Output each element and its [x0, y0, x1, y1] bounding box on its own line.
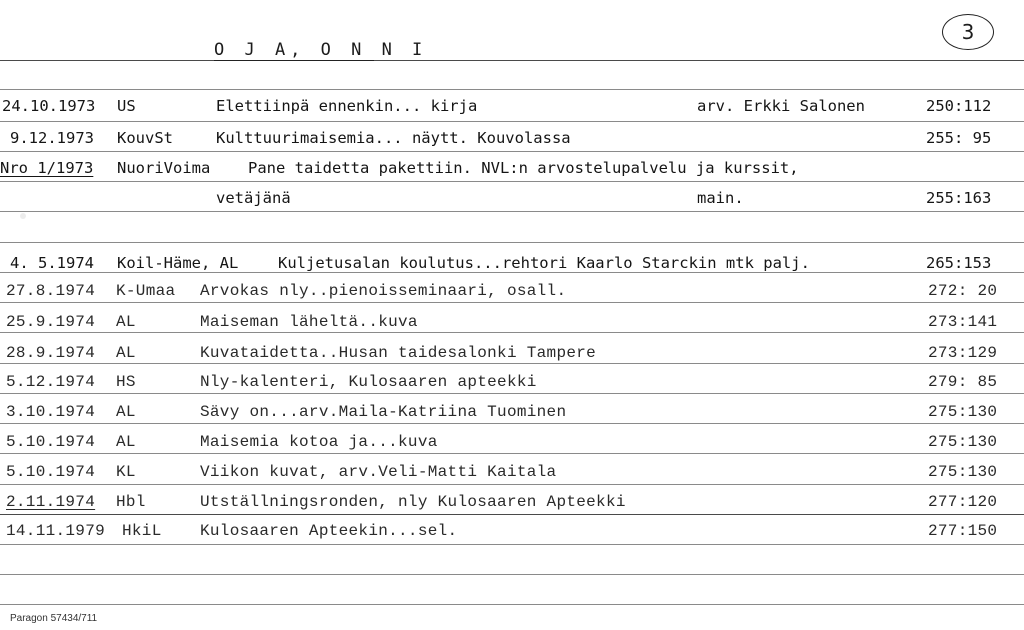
- list-item: [0, 493, 1024, 515]
- entry-text: Arvokas nly..pienoisseminaari, osall.: [200, 282, 567, 300]
- list-item: [0, 129, 1024, 151]
- entry-source: AL: [116, 344, 136, 362]
- card-number: 3: [961, 20, 975, 44]
- entry-text: Pane taidetta pakettiin. NVL:n arvostelupalvelu ja kurssit,: [248, 159, 799, 177]
- entry-text: Nly-kalenteri, Kulosaaren apteekki: [200, 373, 537, 391]
- entry-ref: 275:130: [928, 463, 998, 481]
- entry-source: KL: [116, 463, 136, 481]
- entry-ref: 255:163: [926, 189, 992, 207]
- rule-line: [0, 211, 1024, 212]
- entry-source: NuoriVoima: [117, 159, 211, 177]
- entry-ref: 255: 95: [926, 129, 992, 147]
- entry-source: HS: [116, 373, 136, 391]
- rule-line: [0, 242, 1024, 243]
- entry-text: Utställningsronden, nly Kulosaaren Apteekki: [200, 493, 626, 511]
- entry-text: Kuljetusalan koulutus...rehtori Kaarlo Starckin mtk palj.: [278, 254, 810, 272]
- entry-date: 4. 5.1974: [10, 254, 94, 272]
- entry-source: KouvSt: [117, 129, 173, 147]
- list-item: [0, 189, 1024, 211]
- entry-ref: 272: 20: [928, 282, 998, 300]
- list-item: [0, 282, 1024, 304]
- entry-date: 14.11.1979: [6, 522, 106, 540]
- entry-ref: 265:153: [926, 254, 992, 272]
- card-footer-print: Paragon 57434/711: [10, 613, 98, 624]
- rule-line: [0, 574, 1024, 575]
- entry-ref: 277:150: [928, 522, 998, 540]
- entry-date: 3.10.1974: [6, 403, 96, 421]
- rule-line: [0, 89, 1024, 90]
- rule-line: [0, 151, 1024, 152]
- entry-date: 2.11.1974: [6, 493, 96, 511]
- entry-date: 5.12.1974: [6, 373, 96, 391]
- rule-line: [0, 121, 1024, 122]
- list-item: [0, 159, 1024, 181]
- list-item: [0, 463, 1024, 485]
- entry-ref: 279: 85: [928, 373, 998, 391]
- entry-source: Koil-Häme, AL: [117, 254, 239, 272]
- list-item: [0, 522, 1024, 544]
- list-item: [0, 254, 1024, 276]
- entry-ref: 273:141: [928, 313, 998, 331]
- rule-line: [0, 544, 1024, 545]
- entry-text: Viikon kuvat, arv.Veli-Matti Kaitala: [200, 463, 557, 481]
- entry-date: 5.10.1974: [6, 433, 96, 451]
- entry-note: arv. Erkki Salonen: [697, 97, 865, 115]
- entry-date: Nro 1/1973: [0, 159, 94, 177]
- card-number-badge: [942, 14, 994, 50]
- entry-text: Maiseman läheltä..kuva: [200, 313, 418, 331]
- entry-ref: 273:129: [928, 344, 998, 362]
- entry-source: Hbl: [116, 493, 146, 511]
- entry-date: 27.8.1974: [6, 282, 96, 300]
- entry-date: 24.10.1973: [2, 97, 96, 115]
- card-title: O J A, O N N I: [214, 40, 428, 60]
- entry-source: AL: [116, 313, 136, 331]
- entry-date: 5.10.1974: [6, 463, 96, 481]
- entry-source: US: [117, 97, 136, 115]
- entry-ref: 275:130: [928, 433, 998, 451]
- rule-line: [0, 60, 1024, 61]
- entry-ref: 277:120: [928, 493, 998, 511]
- entry-text: Kuvataidetta..Husan taidesalonki Tampere: [200, 344, 597, 362]
- entry-source: AL: [116, 403, 136, 421]
- entry-text: Elettiinpä ennenkin... kirja: [216, 97, 478, 115]
- entry-text: vetäjänä: [216, 189, 291, 207]
- entry-ref: 250:112: [926, 97, 992, 115]
- entry-date: 9.12.1973: [10, 129, 94, 147]
- entry-text: Sävy on...arv.Maila-Katriina Tuominen: [200, 403, 567, 421]
- entry-source: K-Umaa: [116, 282, 176, 300]
- entry-note: main.: [697, 189, 744, 207]
- entry-text: Kulosaaren Apteekin...sel.: [200, 522, 458, 540]
- entry-date: 28.9.1974: [6, 344, 96, 362]
- entry-text: Kulttuurimaisemia... näytt. Kouvolassa: [216, 129, 571, 147]
- entry-source: HkiL: [122, 522, 162, 540]
- entry-date: 25.9.1974: [6, 313, 96, 331]
- list-item: [0, 313, 1024, 335]
- rule-line: [0, 181, 1024, 182]
- list-item: [0, 403, 1024, 425]
- title-underline: [214, 60, 374, 61]
- list-item: [0, 433, 1024, 455]
- entry-source: AL: [116, 433, 136, 451]
- entry-text: Maisemia kotoa ja...kuva: [200, 433, 438, 451]
- list-item: [0, 373, 1024, 395]
- entry-ref: 275:130: [928, 403, 998, 421]
- list-item: [0, 344, 1024, 366]
- rule-line: [0, 604, 1024, 605]
- list-item: [0, 97, 1024, 119]
